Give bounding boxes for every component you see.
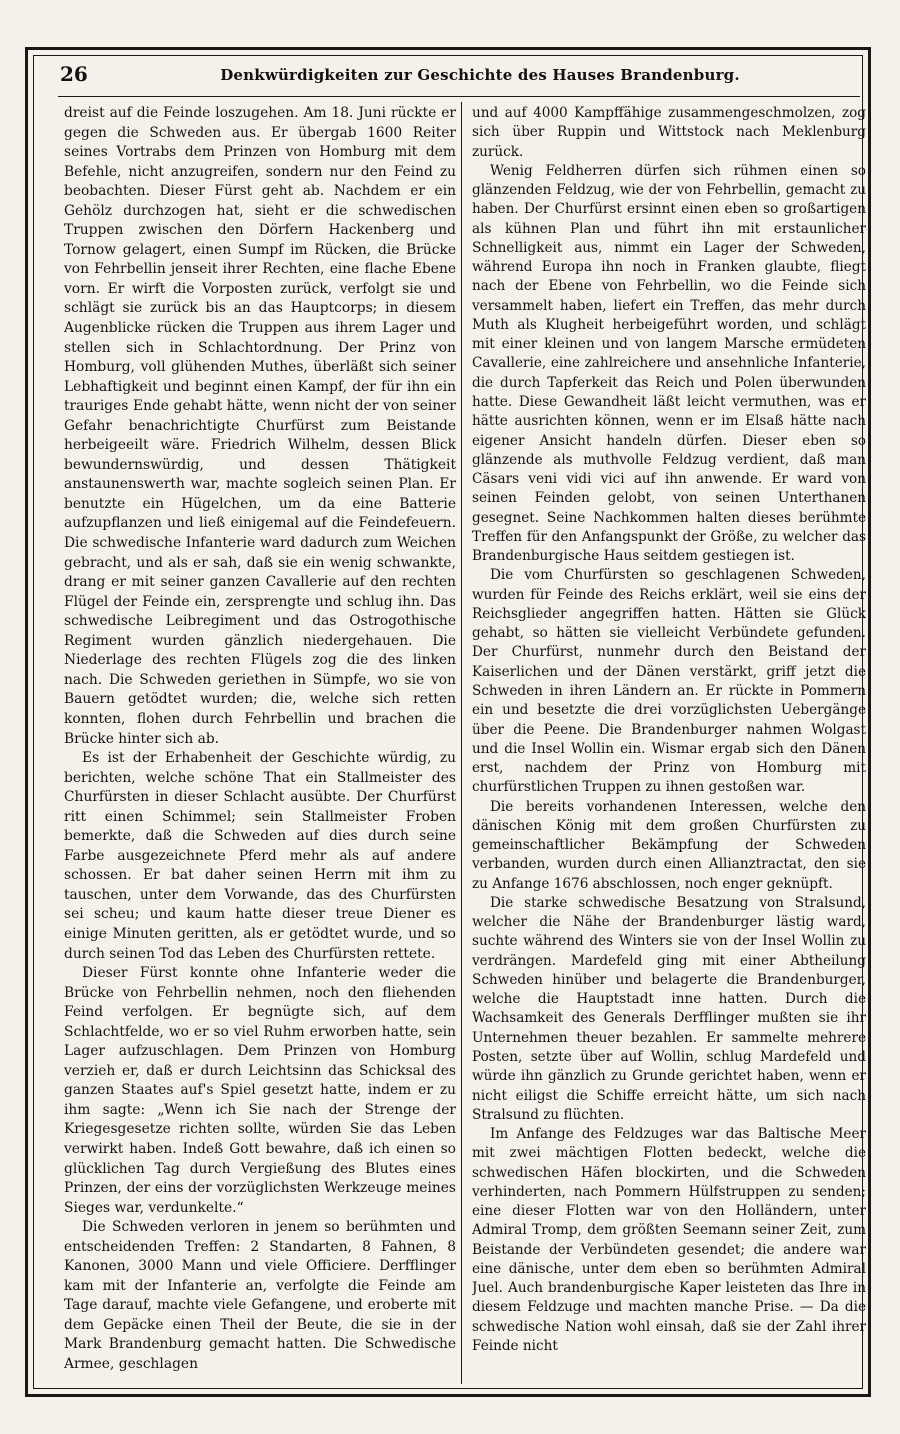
paragraph: Die vom Churfürsten so geschlagenen Schweden, wurden für Feinde des Reichs erklärt, weil sie eins der Reichsglieder angegriffen hatten. Hätten sie Glück gehabt, so hätten sie vielleicht Verbündete gefunden. Der Churfürst, nunmehr durch den Beistand der Kaiserlichen und der Dänen verstärkt, griff jetzt die Schweden in ihren Ländern an. Er rückte in Pommern ein und besetzte die drei vorzüglichsten Uebergänge über die Peene. Die Brandenburger nahmen Wolgast und die Insel Wollin ein. Wismar ergab sich den Dänen erst, nachdem der Prinz von Homburg mit churfürstlichen Truppen zu ihnen gestoßen war. (472, 567, 866, 796)
page-header (60, 58, 860, 90)
paragraph: Dieser Fürst konnte ohne Infanterie weder die Brücke von Fehrbellin nehmen, noch den fliehenden Feind verfolgen. Er begnügte sich, auf dem Schlachtfelde, wo er so viel Ruhm erworben hatte, sein Lager aufzuschlagen. Dem Prinzen von Homburg verzieh er, daß er durch Leichtsinn das Schicksal des ganzen Staates auf's Spiel gesetzt hatte, indem er zu ihm sagte: „Wenn ich Sie nach der Strenge der Kriegesgesetze richten sollte, würden Sie das Leben verwirkt haben. Indeß Gott bewahre, daß ich einen so glücklichen Tag durch Vergießung des Blutes eines Prinzen, der eins der vorzüglichsten Werkzeuge meines Sieges war, verdunkelte.“ (64, 965, 456, 1216)
paragraph: Es ist der Erhabenheit der Geschichte würdig, zu berichten, welche schöne That ein Stallmeister des Churfürsten in dieser Schlacht ausübte. Der Churfürst ritt einen Schimmel; sein Stallmeister Froben bemerkte, daß die Schweden auf dies durch seine Farbe ausgezeichnete Pferd mehr als auf andere schossen. Er bat daher seinen Herrn mit ihm zu tauschen, unter dem Vorwande, das des Churfürsten sei scheu; und kaum hatte dieser treue Diener es einige Minuten geritten, als er getödtet wurde, und so durch seinen Tod das Leben des Churfürsten rettete. (64, 750, 456, 962)
paragraph: Die Schweden verloren in jenem so berühmten und entscheidenden Treffen: 2 Standarten, 8 Fahnen, 8 Kanonen, 3000 Mann und viele Officiere. Derfflinger kam mit der Infanterie an, verfolgte die Feinde am Tage darauf, machte viele Gefangene, und eroberte mit dem Gepäcke einen Theil der Beute, die sie in der Mark Brandenburg gemacht hatten. Die Schwedische Armee, geschlagen (64, 1219, 456, 1372)
paragraph: Die bereits vorhandenen Interessen, welche den dänischen König mit dem großen Churfürsten zu gemeinschaftlicher Bekämpfung der Schweden verbanden, wurden durch einen Allianztractat, den sie zu Anfange 1676 abschlossen, noch enger geknüpft. (472, 798, 866, 892)
paragraph: Wenig Feldherren dürfen sich rühmen einen so glänzenden Feldzug, wie der von Fehrbellin, gemacht zu haben. Der Churfürst ersinnt einen eben so großartigen als kühnen Plan und führt ihn mit erstaunlicher Schnelligkeit aus, nimmt ein Lager der Schweden, während Europa ihn noch in Franken glaubte, fliegt nach der Ebene von Fehrbellin, wo die Feinde sich versammelt haben, liefert ein Treffen, das mehr durch Muth als Klugheit herbeigeführt worden, und schlägt mit einer kleinen und von langem Marsche ermüdeten Cavallerie, eine zahlreichere und ansehnliche Infanterie, die durch Tapferkeit das Reich und Polen überwunden hatte. Diese Gewandheit läßt leicht vermuthen, was er hätte ausrichten können, wenn er im Elsaß hätte nach eigener Ansicht handeln dürfen. Dieser eben so glänzende als muthvolle Feldzug verdient, daß man Cäsars veni vidi vici auf ihn anwende. Er ward von seinen Feinden gelobt, von seinen Unterthanen gesegnet. Seine Nachkommen halten dieses berühmte Treffen für den Anfangspunkt der Größe, zu welcher das Brandenburgische Haus seitdem gestiegen ist. (472, 162, 866, 565)
paragraph: und auf 4000 Kampffähige zusammengeschmolzen, zog sich über Ruppin und Wittstock nach Meklenburg zurück. (472, 105, 866, 160)
text-column-right (472, 104, 866, 1382)
paragraph: dreist auf die Feinde loszugehen. Am 18. Juni rückte er gegen die Schweden aus. Er übergab 1600 Reiter seines Vortrabs dem Prinzen von Homburg mit dem Befehle, nicht anzugreifen, sondern nur den Feind zu beobachten. Dieser Fürst geht ab. Nachdem er ein Gehölz durchzogen hat, sieht er die schwedischen Truppen zwischen den Dörfern Hackenberg und Tornow gelagert, einen Sumpf im Rücken, die Brücke von Fehrbellin jenseit ihrer Rechten, eine flache Ebene vorn. Er wirft die Vorposten zurück, verfolgt sie und schlägt sie zurück bis an das Hauptcorps; in diesem Augenblicke rücken die Truppen aus ihrem Lager und stellen sich in Schlachtordnung. Der Prinz von Homburg, voll glühenden Muthes, überläßt sich seiner Lebhaftigkeit und beginnt einen Kampf, der für ihn ein trauriges Ende gehabt hätte, wenn nicht der von seiner Gefahr benachrichtigte Churfürst zum Beistande herbeigeeilt wäre. Friedrich Wilhelm, dessen Blick bewundernswürdig, und dessen Thätigkeit anstaunenswerth war, machte sogleich seinen Plan. Er benutzte ein Hügelchen, um da eine Batterie aufzupflanzen und ließ einigemal auf die Feindefeuern. Die schwedische Infanterie ward dadurch zum Weichen gebracht, und als er sah, daß sie ein wenig schwankte, drang er mit seiner ganzen Cavallerie auf den rechten Flügel der Feinde ein, zersprengte und schlug ihn. Das schwedische Leibregiment und das Ostrogothische Regiment wurden gänzlich niedergehauen. Die Niederlage des rechten Flügels zog die des linken nach. Die Schweden geriethen in Sümpfe, wo sie von Bauern getödtet wurden; die, welche sich retten konnten, flohen durch Fehrbellin und brachen die Brücke hinter sich ab. (64, 105, 456, 747)
text-column-left (64, 104, 456, 1382)
page-number: 26 (60, 62, 88, 86)
paragraph: Im Anfange des Feldzuges war das Baltische Meer mit zwei mächtigen Flotten bedeckt, welche die schwedischen Häfen blockirten, und die Schweden verhinderten, nach Pommern Hülfstruppen zu senden; eine dieser Flotten war von den Holländern, unter Admiral Tromp, dem größten Seemann seiner Zeit, zum Beistande der Verbündeten gesendet; die andere war eine dänische, unter dem eben so berühmten Admiral Juel. Auch brandenburgische Kaper leisteten das Ihre in diesem Feldzuge und machten manche Prise. — Da die schwedische Nation wohl einsah, daß sie der Zahl ihrer Feinde nicht (472, 1126, 866, 1354)
column-divider (461, 102, 462, 1384)
paragraph: Die starke schwedische Besatzung von Stralsund, welcher die Nähe der Brandenburger lästig ward, suchte während des Winters sie von der Insel Wollin zu verdrängen. Mardefeld ging mit einer Abtheilung Schweden hinüber und belagerte die Brandenburger, welche die Hauptstadt inne hatten. Durch die Wachsamkeit des Generals Derfflinger mußten sie ihr Unternehmen theuer bezahlen. Er sammelte mehrere Posten, setzte über auf Wollin, schlug Mardefeld und würde ihn gänzlich zu Grunde gerichtet haben, wenn er nicht eiligst die Schiffe erreicht hätte, um sich nach Stralsund zu flüchten. (472, 894, 866, 1123)
header-rule (58, 96, 860, 97)
running-title: Denkwürdigkeiten zur Geschichte des Hauses Brandenburg. (220, 66, 740, 84)
